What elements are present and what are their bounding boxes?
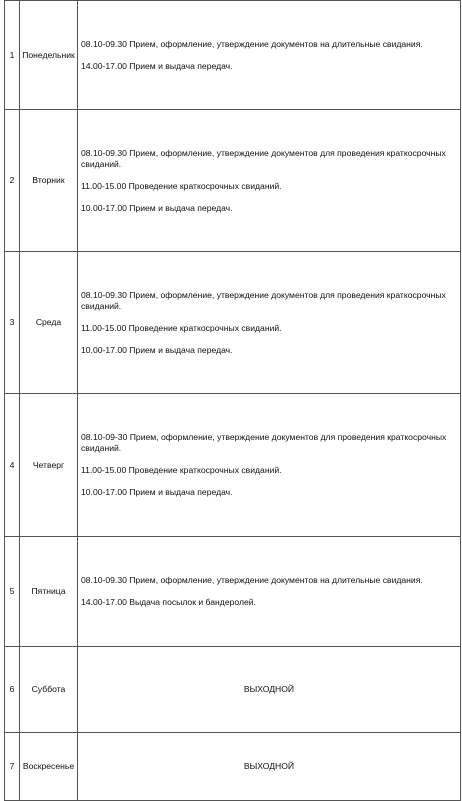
schedule-line: 08.10-09.30 Прием, оформление, утверждение документов на длительные свидания. — [81, 575, 423, 585]
table-row — [5, 537, 461, 647]
weekday-label: Вторник — [20, 110, 78, 252]
schedule-line: 11.00-15.00 Проведение краткосрочных свиданий. — [81, 322, 282, 333]
row-number: 7 — [5, 733, 20, 801]
weekday-label: Воскресенье — [20, 733, 78, 801]
weekday-label: Суббота — [20, 647, 78, 733]
table-row — [5, 394, 461, 537]
row-number: 3 — [5, 252, 20, 394]
schedule-details — [78, 252, 461, 394]
row-number: 6 — [5, 647, 20, 733]
weekday-label: Четверг — [20, 394, 78, 537]
schedule-line: 11.00-15.00 Проведение краткосрочных свиданий. — [81, 180, 282, 191]
schedule-details — [78, 1, 461, 110]
weekday-label: Пятница — [20, 537, 78, 647]
schedule-line: 10.00-17.00 Прием и выдача передач. — [81, 202, 233, 213]
row-number: 1 — [5, 1, 20, 110]
schedule-line: 11.00-15.00 Проведение краткосрочных свиданий. — [81, 465, 282, 475]
schedule-line: 14.00-17.00 Прием и выдача передач. — [81, 60, 233, 71]
schedule-line: 10.00-17.00 Прием и выдача передач. — [81, 487, 233, 497]
schedule-line: 08.10-09.30 Прием, оформление, утверждение документов для проведения краткосрочных свиданий. — [81, 147, 446, 169]
row-number: 5 — [5, 537, 20, 647]
weekday-label: Понедельник — [20, 1, 78, 110]
table-row — [5, 252, 461, 394]
table-row — [5, 1, 461, 110]
day-off-label: ВЫХОДНОЙ — [78, 733, 461, 801]
schedule-line: 08.10-09.30 Прием, оформление, утверждение документов на длительные свидания. — [81, 38, 423, 49]
schedule-details — [78, 110, 461, 252]
schedule-line: 08.10-09.30 Прием, оформление, утверждение документов для проведения краткосрочных свиданий. — [81, 289, 446, 311]
schedule-line: 10.00-17.00 Прием и выдача передач. — [81, 344, 233, 355]
schedule-line: 14.00-17.00 Выдача посылок и бандеролей. — [81, 597, 256, 607]
schedule-details — [78, 537, 461, 647]
table-row — [5, 110, 461, 252]
table-row — [5, 647, 461, 733]
row-number: 2 — [5, 110, 20, 252]
day-off-label: ВЫХОДНОЙ — [78, 647, 461, 733]
schedule-table — [4, 0, 461, 801]
weekday-label: Среда — [20, 252, 78, 394]
table-row — [5, 733, 461, 801]
schedule-line: 08.10-09-30 Прием, оформление, утверждение документов для проведения краткосрочных свиданий. — [81, 432, 447, 453]
row-number: 4 — [5, 394, 20, 537]
schedule-details — [78, 394, 461, 537]
